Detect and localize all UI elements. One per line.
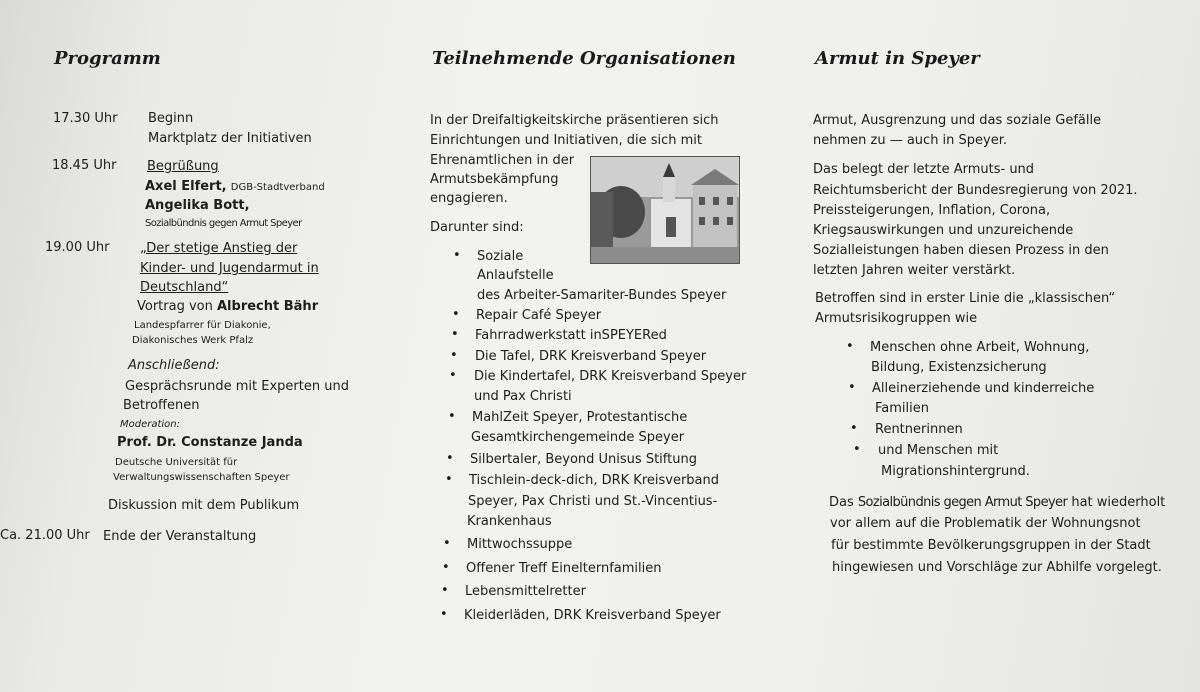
among-them: Darunter sind: xyxy=(430,220,524,235)
bullet-icon: • xyxy=(448,409,456,424)
end-event: Ende der Veranstaltung xyxy=(103,529,257,544)
org-silbertaler: Silbertaler, Beyond Unisus Stiftung xyxy=(470,452,697,467)
afterwards-label: Anschließend: xyxy=(128,358,220,373)
bullet-icon: • xyxy=(451,327,459,342)
intro-line-5: engagieren. xyxy=(430,191,508,206)
bullet-icon: • xyxy=(445,472,453,487)
group-pensioners: Rentnerinnen xyxy=(875,422,963,437)
talk-title-3: Deutschland“ xyxy=(140,280,229,295)
org-tischlein-3: Krankenhaus xyxy=(467,514,552,529)
bullet-icon: • xyxy=(440,607,448,622)
p1-line-2: nehmen zu — auch in Speyer. xyxy=(813,133,1008,148)
item-greeting: Begrüßung xyxy=(147,159,219,174)
org-mittwochssuppe: Mittwochssuppe xyxy=(467,537,573,552)
p2-line-6: letzten Jahren weiter verstärkt. xyxy=(813,263,1016,278)
org-asb-1: Soziale xyxy=(477,249,524,264)
bullet-icon: • xyxy=(848,380,856,395)
panel-line-2: Betroffenen xyxy=(123,398,200,413)
moderation-label: Moderation: xyxy=(120,419,181,430)
org-tischlein-1: Tischlein-deck-dich, DRK Kreisverband xyxy=(469,473,720,488)
p2-line-1: Das belegt der letzte Armuts- und xyxy=(813,162,1035,177)
program-heading: Programm xyxy=(54,48,161,69)
group-migrants-2: Migrationshintergrund. xyxy=(881,464,1030,479)
intro-line-4: Armutsbekämpfung xyxy=(430,172,559,187)
bullet-icon: • xyxy=(452,307,460,322)
speaker-org-2: Diakonisches Werk Pfalz xyxy=(132,335,254,346)
intro-line-1: In der Dreifaltigkeitskirche präsentieren sich xyxy=(430,113,719,128)
group-unemployed-1: Menschen ohne Arbeit, Wohnung, xyxy=(870,340,1090,355)
time-1845: 18.45 Uhr xyxy=(52,158,117,173)
speaker-bott-org: Sozialbündnis gegen Armut Speyer xyxy=(145,218,302,229)
group-single-parents-1: Alleinerziehende und kinderreiche xyxy=(872,381,1095,396)
org-repair-cafe: Repair Café Speyer xyxy=(476,308,602,323)
time-1900: 19.00 Uhr xyxy=(45,240,110,255)
moderator-org-1: Deutsche Universität für xyxy=(115,457,238,468)
bullet-icon: • xyxy=(853,442,861,457)
org-kindertafel-2: und Pax Christi xyxy=(474,389,572,404)
org-asb-2: Anlaufstelle xyxy=(477,268,554,283)
talk-title-1: „Der stetige Anstieg der xyxy=(140,241,298,256)
org-kleiderlaeden: Kleiderläden, DRK Kreisverband Speyer xyxy=(464,608,721,623)
bullet-icon: • xyxy=(850,421,858,436)
p2-line-4: Kriegsauswirkungen und unzureichende xyxy=(813,223,1074,238)
org-asb-3: des Arbeiter-Samariter-Bundes Speyer xyxy=(477,288,727,303)
item-marketplace: Marktplatz der Initiativen xyxy=(148,131,312,146)
org-bike-workshop: Fahrradwerkstatt inSPEYERed xyxy=(475,328,667,343)
group-unemployed-2: Bildung, Existenzsicherung xyxy=(871,360,1047,375)
speaker-org-1: Landespfarrer für Diakonie, xyxy=(134,320,271,331)
p2-line-3: Preissteigerungen, Inflation, Corona, xyxy=(813,203,1051,218)
bullet-icon: • xyxy=(446,451,454,466)
org-offener-treff: Offener Treff Einelternfamilien xyxy=(466,561,662,576)
panel-line-1: Gesprächsrunde mit Experten und xyxy=(125,379,349,394)
time-1730: 17.30 Uhr xyxy=(53,111,118,126)
talk-title-2: Kinder- und Jugendarmut in xyxy=(140,261,319,276)
p1-line-1: Armut, Ausgrenzung und das soziale Gefälle xyxy=(813,113,1102,128)
p4-line-3: für bestimmte Bevölkerungsgruppen in der Stadt xyxy=(831,538,1151,553)
p4-line-2: vor allem auf die Problematik der Wohnungsnot xyxy=(830,516,1141,531)
bullet-icon: • xyxy=(441,583,449,598)
p4-line-1: Das Sozialbündnis gegen Armut Speyer hat wiederholt xyxy=(829,495,1166,510)
group-single-parents-2: Familien xyxy=(875,401,929,416)
group-migrants-1: und Menschen mit xyxy=(878,443,999,458)
org-mahlzeit-2: Gesamtkirchengemeinde Speyer xyxy=(471,430,685,445)
organisations-heading: Teilnehmende Organisationen xyxy=(432,48,736,69)
talk-speaker: Vortrag von Albrecht Bähr xyxy=(137,299,319,314)
discussion: Diskussion mit dem Publikum xyxy=(108,498,300,513)
p2-line-2: Reichtumsbericht der Bundesregierung von 2021. xyxy=(813,183,1138,198)
p4-line-4: hingewiesen und Vorschläge zur Abhilfe vorgelegt. xyxy=(832,560,1162,575)
time-2100: Ca. 21.00 Uhr xyxy=(0,528,90,543)
p3-line-2: Armutsrisikogruppen wie xyxy=(815,311,978,326)
p2-line-5: Sozialleistungen haben diesen Prozess in den xyxy=(813,243,1109,258)
intro-line-2: Einrichtungen und Initiativen, die sich mit xyxy=(430,133,703,148)
speaker-bott: Angelika Bott, xyxy=(145,198,250,213)
org-tafel: Die Tafel, DRK Kreisverband Speyer xyxy=(475,349,707,364)
item-begin: Beginn xyxy=(148,111,194,126)
org-tischlein-2: Speyer, Pax Christi und St.-Vincentius- xyxy=(468,494,718,509)
bullet-icon: • xyxy=(449,368,457,383)
org-lebensmittelretter: Lebensmittelretter xyxy=(465,584,586,599)
bullet-icon: • xyxy=(443,536,451,551)
poverty-heading: Armut in Speyer xyxy=(815,48,980,69)
org-kindertafel-1: Die Kindertafel, DRK Kreisverband Speyer xyxy=(474,369,747,384)
bullet-icon: • xyxy=(442,560,450,575)
church-photo xyxy=(590,156,740,264)
moderator-name: Prof. Dr. Constanze Janda xyxy=(117,435,303,450)
moderator-org-2: Verwaltungswissenschaften Speyer xyxy=(113,472,290,483)
bullet-icon: • xyxy=(453,248,461,263)
intro-line-3: Ehrenamtlichen in der xyxy=(430,153,575,168)
bullet-icon: • xyxy=(846,339,854,354)
speaker-elfert: Axel Elfert, DGB-Stadtverband xyxy=(145,179,325,194)
p3-line-1: Betroffen sind in erster Linie die „klassischen“ xyxy=(815,291,1116,306)
org-mahlzeit-1: MahlZeit Speyer, Protestantische xyxy=(472,410,688,425)
bullet-icon: • xyxy=(450,348,458,363)
